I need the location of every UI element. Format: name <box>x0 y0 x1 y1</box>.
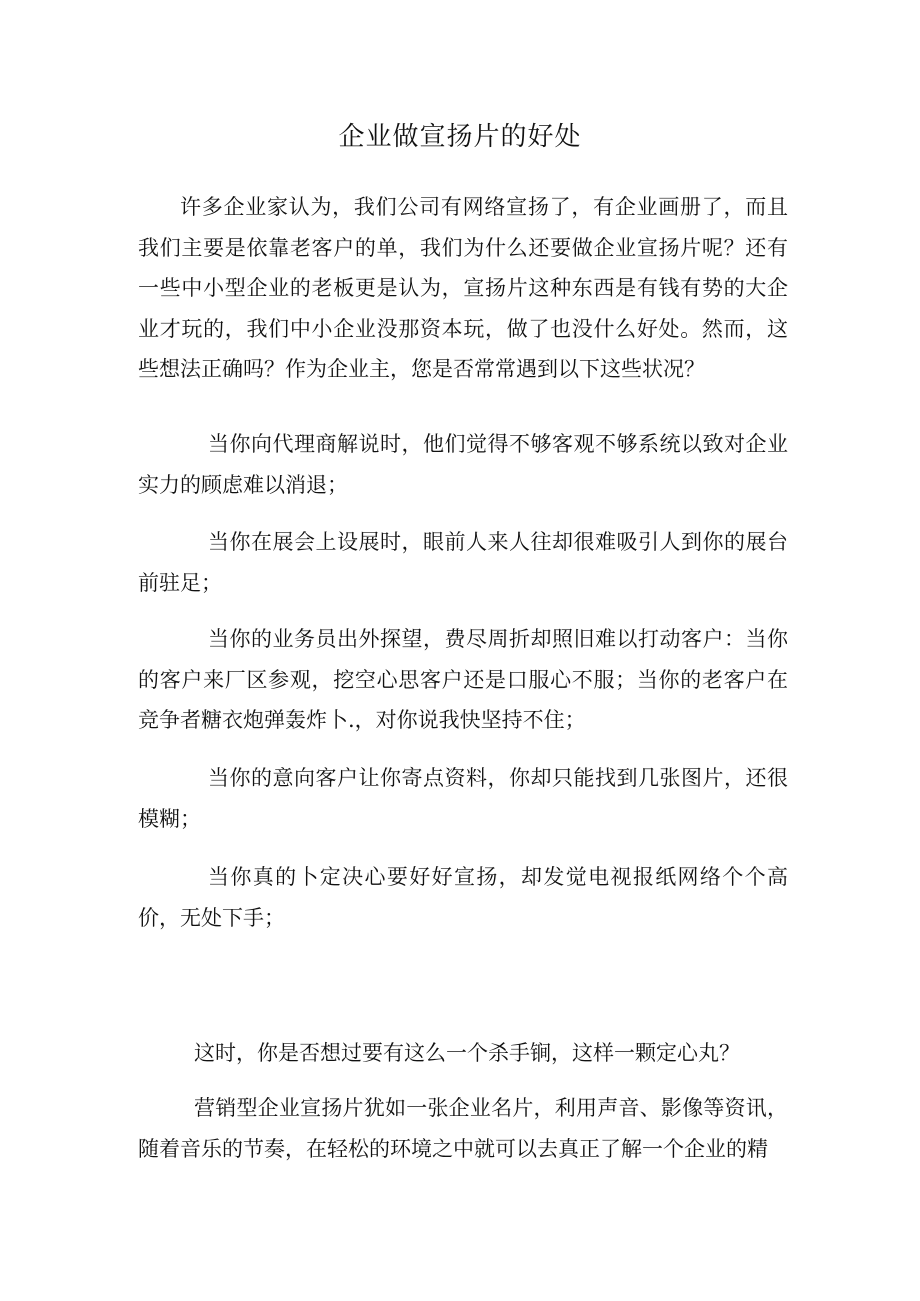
paragraph-marketing: 营销型企业宣扬片犹如一张企业名片，利用声音、影像等资讯，随着音乐的节奏，在轻松的环境之中就可以去真正了解一个企业的精 <box>138 1096 788 1161</box>
paragraph-materials: 当你的意向客户让你寄点资料，你却只能找到几张图片，还很模糊； <box>138 766 788 831</box>
paragraph-agent: 当你向代理商解说时，他们觉得不够客观不够系统以致对企业实力的顾虑难以消退； <box>138 432 788 497</box>
paragraph-exhibition: 当你在展会上设展时，眼前人来人往却很难吸引人到你的展台前驻足； <box>138 530 788 595</box>
paragraph-question: 这时，你是否想过要有这么一个杀手锏，这样一颗定心丸？ <box>194 1041 740 1065</box>
paragraph-salesman: 当你的业务员出外探望，费尽周折却照旧难以打动客户：当你的客户来厂区参观，挖空心思客户还是口服心不服；当你的老客户在竞争者糖衣炮弹轰炸卜.，对你说我快坚持不住； <box>138 627 788 732</box>
paragraph-intro: 许多企业家认为，我们公司有网络宣扬了，有企业画册了，而且我们主要是依靠老客户的单，我们为什么还要做企业宣扬片呢？还有一些中小型企业的老板更是认为，宣扬片这种东西是有钱有势的大企业才玩的，我们中小企业没那资本玩，做了也没什么好处。然而，这些想法正确吗？作为企业主，您是否常常遇到以下这些状况？ <box>138 195 788 381</box>
document-title: 企业做宣扬片的好处 <box>338 122 582 152</box>
paragraph-advertising: 当你真的卜定决心要好好宣扬，却发觉电视报纸网络个个高价，无处下手； <box>138 865 788 930</box>
